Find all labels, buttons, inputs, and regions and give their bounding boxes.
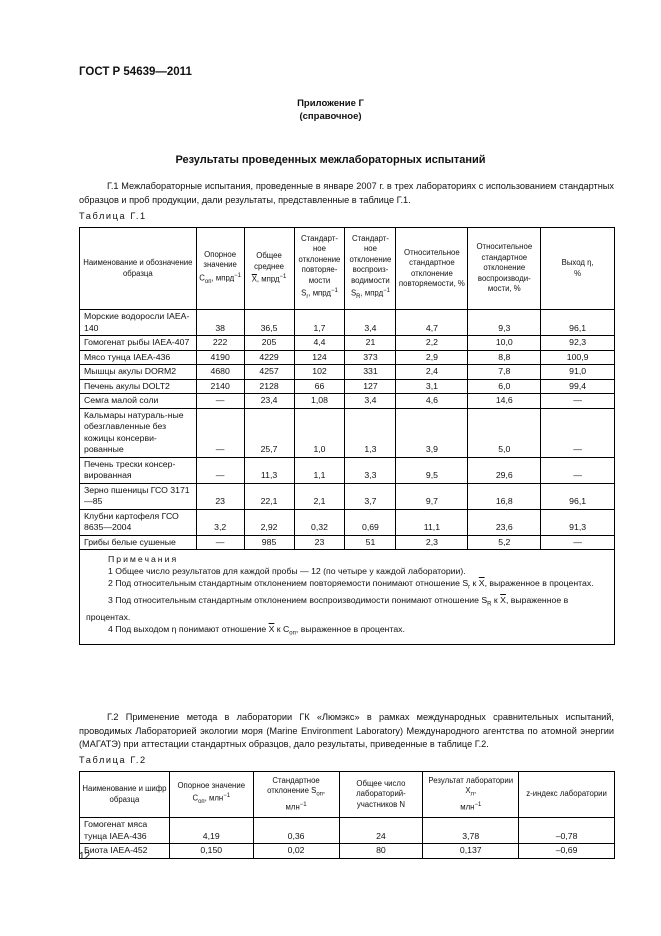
cell-sr: 2,1 <box>294 483 345 509</box>
table-row <box>80 310 615 336</box>
cell-rsr: 2,3 <box>396 535 468 550</box>
cell-yield: — <box>541 408 615 457</box>
cell-yield: 92,3 <box>541 336 615 351</box>
table-row <box>80 350 615 365</box>
table-row <box>80 509 615 535</box>
cell-yield: 99,4 <box>541 379 615 394</box>
table2-header-row <box>80 772 615 818</box>
note-3: 3 Под относительным стандартным отклонением воспроизводимости понимают отношение $S_R$ к $\overline{X}$, выраженное в процентах. <box>86 595 569 623</box>
table-row <box>80 365 615 380</box>
cell-sr: 102 <box>294 365 345 380</box>
cell-rsr: 4,7 <box>396 310 468 336</box>
page-number: 12 <box>79 851 91 862</box>
cell-ref: 222 <box>196 336 244 351</box>
cell-rsr: 4,6 <box>396 394 468 409</box>
cell-sr: 1,7 <box>294 310 345 336</box>
table2-header-z: z-индекс лаборатории <box>519 772 615 818</box>
cell-sR: 3,7 <box>345 483 396 509</box>
cell-yield: — <box>541 457 615 483</box>
cell-ref: 23 <box>196 483 244 509</box>
cell-ref: 2140 <box>196 379 244 394</box>
cell-z: –0,69 <box>519 844 615 859</box>
sample-name: Грибы белые сушеные <box>80 535 197 550</box>
sample-name: Кальмары натураль-ные обезглавленные без кожицы консерви-рованные <box>80 408 197 457</box>
sample-name: Морские водоросли IAEA-140 <box>80 310 197 336</box>
cell-rsr: 3,1 <box>396 379 468 394</box>
table-row <box>80 818 615 844</box>
cell-rsR: 6,0 <box>468 379 541 394</box>
cell-ref: 4680 <box>196 365 244 380</box>
cell-ref: — <box>196 535 244 550</box>
cell-sr: 0,32 <box>294 509 345 535</box>
cell-rsr: 2,9 <box>396 350 468 365</box>
cell-mean: 985 <box>244 535 294 550</box>
cell-yield: 91,3 <box>541 509 615 535</box>
cell-sR: 21 <box>345 336 396 351</box>
table-g2 <box>79 771 615 859</box>
table1-header-yield: Выход η, % <box>541 228 615 310</box>
sample-name: Биота IAEA-452 <box>80 844 170 859</box>
paragraph-g1: Г.1 Межлабораторные испытания, проведенные в январе 2007 г. в трех лабораториях с использованием стандартных образцов и проб продукции, дали результаты, представленные в таблице Г.1. <box>79 181 614 205</box>
cell-mean: 4229 <box>244 350 294 365</box>
cell-mean: 23,4 <box>244 394 294 409</box>
cell-sR: 373 <box>345 350 396 365</box>
cell-sd: 0,36 <box>253 818 339 844</box>
sample-name: Гомогенат мяса тунца IAEA-436 <box>80 818 170 844</box>
cell-rsR: 7,8 <box>468 365 541 380</box>
cell-yield: 91,0 <box>541 365 615 380</box>
cell-sr: 124 <box>294 350 345 365</box>
cell-yield: 96,1 <box>541 483 615 509</box>
table1-header-row <box>80 228 615 310</box>
cell-sR: 3,4 <box>345 394 396 409</box>
sample-name: Гомогенат рыбы IAEA-407 <box>80 336 197 351</box>
table-row <box>80 336 615 351</box>
cell-rsR: 5,0 <box>468 408 541 457</box>
cell-mean: 205 <box>244 336 294 351</box>
cell-sR: 1,3 <box>345 408 396 457</box>
cell-rsr: 3,9 <box>396 408 468 457</box>
table-g1 <box>79 227 615 645</box>
cell-ref: 4,19 <box>169 818 253 844</box>
notes-title: Примечания <box>108 554 179 564</box>
cell-mean: 4257 <box>244 365 294 380</box>
cell-n: 80 <box>339 844 423 859</box>
cell-sR: 0,69 <box>345 509 396 535</box>
appendix-subtitle: (справочное) <box>299 111 362 122</box>
table1-header-rsr: Относительное стандартное отклонение повторяемости, % <box>396 228 468 310</box>
sample-name: Мышцы акулы DORM2 <box>80 365 197 380</box>
note-4: 4 Под выходом η понимают отношение $\overline{X}$ к $C_{оп}$, выраженное в процентах. <box>108 624 405 638</box>
table2-caption: Таблица Г.2 <box>79 755 147 765</box>
cell-rsR: 9,3 <box>468 310 541 336</box>
cell-rsR: 10,0 <box>468 336 541 351</box>
table-row <box>80 379 615 394</box>
cell-sR: 51 <box>345 535 396 550</box>
section-title: Результаты проведенных межлабораторных испытаний <box>175 154 486 166</box>
table1-header-mean: Общее среднее $\overline{X}$, мпрд$^{-1}$ <box>244 228 294 310</box>
table1-notes <box>80 550 615 645</box>
cell-sR: 331 <box>345 365 396 380</box>
cell-yield: — <box>541 535 615 550</box>
sample-name: Семга малой соли <box>80 394 197 409</box>
document-code: ГОСТ Р 54639—2011 <box>79 66 192 78</box>
sample-name: Клубни картофеля ГСО 8635—2004 <box>80 509 197 535</box>
cell-sr: 4,4 <box>294 336 345 351</box>
cell-rsR: 8,8 <box>468 350 541 365</box>
cell-sr: 1,08 <box>294 394 345 409</box>
cell-rsR: 16,8 <box>468 483 541 509</box>
table1-header-sR: Стандарт-ное отклонение воспроиз-водимости $S_R$, мпрд$^{-1}$ <box>345 228 396 310</box>
sample-name: Печень трески консер-вированная <box>80 457 197 483</box>
table2-header-result: Результат лаборатории $X_л$, млн$^{-1}$ <box>423 772 519 818</box>
note-1: 1 Общее число результатов для каждой пробы — 12 (по четыре у каждой лаборатории). <box>108 566 466 577</box>
cell-sR: 3,4 <box>345 310 396 336</box>
table2-header-sd: Стандартное отклонение $S_{оп}$, млн$^{-1}$ <box>253 772 339 818</box>
cell-ref: 3,2 <box>196 509 244 535</box>
table1-header-name: Наименование и обозначение образца <box>80 228 197 310</box>
cell-sR: 3,3 <box>345 457 396 483</box>
cell-sr: 66 <box>294 379 345 394</box>
table1-header-ref: Опорное значение $C_{оп}$, мпрд$^{-1}$ <box>196 228 244 310</box>
table-row <box>80 394 615 409</box>
note-2: 2 Под относительным стандартным отклонением повторяемости понимают отношение $S_r$ к $\overline{X}$, выраженное в процентах. <box>108 578 594 592</box>
table2-header-count: Общее число лабораторий-участников N <box>339 772 423 818</box>
cell-mean: 25,7 <box>244 408 294 457</box>
cell-rsR: 23,6 <box>468 509 541 535</box>
cell-rsr: 2,2 <box>396 336 468 351</box>
cell-ref: — <box>196 457 244 483</box>
cell-sr: 1,0 <box>294 408 345 457</box>
cell-res: 0,137 <box>423 844 519 859</box>
sample-name: Зерно пшеницы ГСО 3171—85 <box>80 483 197 509</box>
cell-sd: 0,02 <box>253 844 339 859</box>
appendix-title: Приложение Г <box>297 98 364 109</box>
paragraph-g2: Г.2 Применение метода в лаборатории ГК «Люмэкс» в рамках международных сравнительных испытаний, проводимых Лабораторией экологии моря (Marine Environment Laboratory) Международного агентства по атомной энергии (МАГАТЭ) при аттестации стандартных образцов, дало результаты, приведенные в таблице Г.2. <box>79 712 614 749</box>
table-row <box>80 457 615 483</box>
cell-yield: 96,1 <box>541 310 615 336</box>
cell-mean: 22,1 <box>244 483 294 509</box>
cell-ref: 0,150 <box>169 844 253 859</box>
cell-rsr: 9,7 <box>396 483 468 509</box>
cell-rsR: 5,2 <box>468 535 541 550</box>
table1-notes-row <box>80 550 615 645</box>
cell-n: 24 <box>339 818 423 844</box>
cell-sR: 127 <box>345 379 396 394</box>
cell-ref: — <box>196 408 244 457</box>
cell-sr: 1,1 <box>294 457 345 483</box>
table-row <box>80 483 615 509</box>
sample-name: Мясо тунца IAEA-436 <box>80 350 197 365</box>
cell-rsR: 14,6 <box>468 394 541 409</box>
table1-header-sr: Стандарт-ное отклонение повторяе-мости $S_r$, мпрд$^{-1}$ <box>294 228 345 310</box>
cell-mean: 2128 <box>244 379 294 394</box>
cell-yield: — <box>541 394 615 409</box>
cell-mean: 11,3 <box>244 457 294 483</box>
cell-yield: 100,9 <box>541 350 615 365</box>
cell-res: 3,78 <box>423 818 519 844</box>
sample-name: Печень акулы DOLT2 <box>80 379 197 394</box>
table-row <box>80 408 615 457</box>
table2-header-ref: Опорное значение $C_{оп}$, млн$^{-1}$ <box>169 772 253 818</box>
cell-z: –0,78 <box>519 818 615 844</box>
cell-rsR: 29,6 <box>468 457 541 483</box>
cell-ref: — <box>196 394 244 409</box>
cell-mean: 2,92 <box>244 509 294 535</box>
table2-header-name: Наименование и шифр образца <box>80 772 170 818</box>
table-row <box>80 535 615 550</box>
cell-ref: 38 <box>196 310 244 336</box>
table1-caption: Таблица Г.1 <box>79 211 147 221</box>
cell-ref: 4190 <box>196 350 244 365</box>
table1-header-rsR: Относительное стандартное отклонение воспроизводи-мости, % <box>468 228 541 310</box>
table-row <box>80 844 615 859</box>
cell-sr: 23 <box>294 535 345 550</box>
cell-rsr: 11,1 <box>396 509 468 535</box>
cell-mean: 36,5 <box>244 310 294 336</box>
cell-rsr: 9,5 <box>396 457 468 483</box>
cell-rsr: 2,4 <box>396 365 468 380</box>
